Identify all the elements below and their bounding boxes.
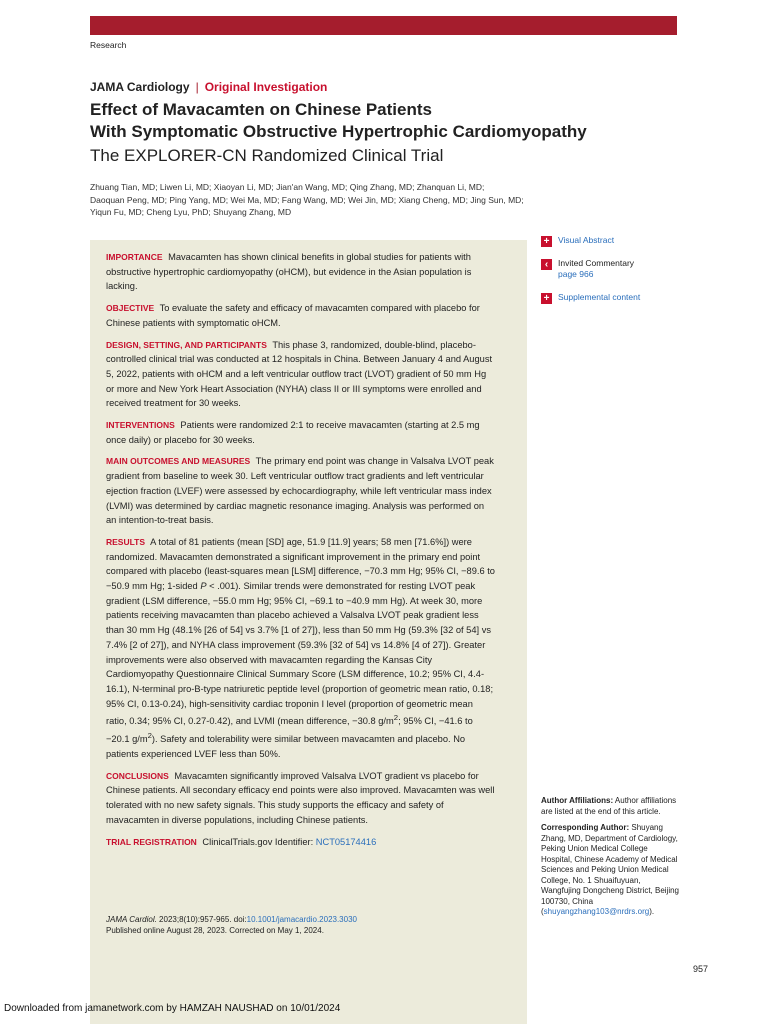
- outcomes-heading: MAIN OUTCOMES AND MEASURES: [106, 456, 251, 467]
- authors-line-3: Yiqun Fu, MD; Cheng Lyu, PhD; Shuyang Zhang, MD: [90, 207, 292, 217]
- interventions-text: Patients were randomized 2:1 to receive mavacamten (starting at 2.5 mg once daily) or placebo for 30 weeks.: [106, 420, 480, 445]
- corresponding-text: Shuyang Zhang, MD, Department of Cardiology, Peking Union Medical College Hospital, Chinese Academy of Medical Sciences and Peking Union Medical College, No. 1 Shuaifuyuan, Wangfujing Dongcheng District, Beijing 100730, China (: [541, 823, 679, 916]
- arrow-left-icon: ‹: [541, 259, 552, 270]
- corresponding-end: ).: [649, 907, 655, 916]
- abstract-design: [106, 338, 496, 412]
- citation-journal: JAMA Cardiol.: [106, 915, 157, 924]
- corresponding-label: Corresponding Author:: [541, 823, 630, 832]
- section-label: Research: [90, 40, 127, 50]
- journal-line: [90, 80, 327, 94]
- journal-name: JAMA Cardiology: [90, 80, 190, 94]
- corresponding-author: [541, 823, 681, 918]
- author-list: [90, 181, 530, 219]
- abstract-outcomes: [106, 454, 496, 528]
- abstract-importance: [106, 250, 496, 294]
- plus-icon: +: [541, 293, 552, 304]
- invited-commentary-link[interactable]: [541, 258, 681, 280]
- interventions-heading: INTERVENTIONS: [106, 420, 175, 431]
- article-title: [90, 99, 650, 143]
- trial-registration-heading: TRIAL REGISTRATION: [106, 836, 197, 847]
- outcomes-text: The primary end point was change in Valsalva LVOT peak gradient from baseline to week 30. Left ventricular outflow tract gradients and left ventricular ejection fraction (LVEF) were assessed by echocardiography, while left ventricular mass index (LVMI) was determined by cardiac magnetic resonance imaging. Analysis was performed on an intention-to-treat basis.: [106, 456, 494, 526]
- abstract-results: [106, 535, 496, 762]
- download-note: Downloaded from jamanetwork.com by HAMZAH NAUSHAD on 10/01/2024: [4, 1003, 341, 1014]
- doi-link[interactable]: 10.1001/jamacardio.2023.3030: [246, 915, 357, 924]
- email-link[interactable]: shuyangzhang103@nrdrs.org: [543, 907, 650, 916]
- article-subtitle: The EXPLORER-CN Randomized Clinical Trial: [90, 146, 444, 165]
- authors-line-1: Zhuang Tian, MD; Liwen Li, MD; Xiaoyan Li, MD; Jian'an Wang, MD; Qing Zhang, MD; Zhanquan Li, MD;: [90, 182, 485, 192]
- abstract-objective: [106, 301, 496, 330]
- visual-abstract-label: Visual Abstract: [558, 235, 615, 245]
- journal-separator: |: [195, 80, 199, 94]
- results-heading: RESULTS: [106, 536, 146, 547]
- sidebar-links: [541, 235, 681, 315]
- objective-heading: OBJECTIVE: [106, 303, 155, 314]
- affiliations-note: [541, 796, 681, 817]
- importance-heading: IMPORTANCE: [106, 252, 163, 262]
- results-text-2: < .001). Similar trends were demonstrated for resting LVOT peak gradient (LSM difference, −55.0 mm Hg; 95% CI, −69.1 to −40.9 mm Hg). At week 30, more patients receiving mavacamten than placebo achieved a Valsalva LVOT peak gradient less than 30 mm Hg (48.1% [26 of 54] vs 3.7% [1 of 27]), less than 50 mm Hg (59.3% [32 of 54] vs 7.4% [2 of 27]), and NYHA class improvement (59.3% [32 of 54] vs 14.8% [4 of 27]). Greater improvements were also observed with mavacamten regarding the Kansas City Cardiomyopathy Questionnaire Clinical Summary Score (LSM difference, 10.2; 95% CI, 4.4-16.1), N-terminal pro-B-type natriuretic peptide level (proportion of geometric mean ratio, 0.18; 95% CI, 0.13-0.24), high-sensitivity cardiac troponin I level (proportion of geometric mean ratio, 0.34; 95% CI, 0.27-0.42), and LVMI (mean difference, −30.8 g/m: [106, 581, 494, 727]
- p-value-symbol: P: [200, 581, 207, 592]
- abstract-conclusions: [106, 769, 496, 828]
- title-line-1: Effect of Mavacamten on Chinese Patients: [90, 100, 432, 119]
- abstract-content: [106, 250, 496, 856]
- importance-text: Mavacamten has shown clinical benefits in global studies for patients with obstructive hypertrophic cardiomyopathy (oHCM), but evidence in the Asian population is lacking.: [106, 252, 472, 292]
- abstract-trial-registration: [106, 835, 496, 850]
- design-text: This phase 3, randomized, double-blind, placebo-controlled clinical trial was conducted at 12 hospitals in China. Between January 4 and August 5, 2022, patients with oHCM and a left ventricular outflow tract (LVOT) gradient of 50 mm Hg or more and New York Heart Association (NYHA) class II or III symptoms were enrolled and received treatment for 30 weeks.: [106, 339, 493, 409]
- affiliations-label: Author Affiliations:: [541, 796, 614, 805]
- abstract-interventions: [106, 418, 496, 447]
- commentary-page-link[interactable]: page 966: [558, 269, 594, 279]
- visual-abstract-link[interactable]: [541, 235, 681, 246]
- design-heading: DESIGN, SETTING, AND PARTICIPANTS: [106, 339, 267, 350]
- published-note: Published online August 28, 2023. Corrected on May 1, 2024.: [106, 925, 324, 935]
- authors-line-2: Daoquan Peng, MD; Ping Yang, MD; Wei Ma, MD; Fang Wang, MD; Wei Jin, MD; Xiang Cheng, MD; Jing Sun, MD;: [90, 194, 524, 205]
- trial-id-link[interactable]: NCT05174416: [315, 836, 377, 847]
- superscript-2b: 2: [147, 731, 152, 741]
- results-text-1: A total of 81 patients (mean [SD] age, 51.9 [11.9] years; 58 men [71.6%]) were randomized. Mavacamten demonstrated a significant improvement in the primary end point compared with placebo (least-squares mean [LSM] difference, −70.3 mm Hg; 95% CI, −89.6 to −50.9 mm Hg; 1-sided: [106, 536, 495, 592]
- conclusions-heading: CONCLUSIONS: [106, 770, 169, 781]
- citation-block: [106, 915, 496, 936]
- results-text-4: ). Safety and tolerability were similar between mavacamten and placebo. No patients experienced LVEF less than 50%.: [106, 734, 466, 759]
- superscript-2a: 2: [393, 713, 399, 723]
- author-affiliations: [541, 796, 681, 924]
- conclusions-text: Mavacamten significantly improved Valsalva LVOT gradient vs placebo for Chinese patients. All secondary efficacy end points were also improved. Mavacamten was well tolerated with no new safety signals. This study supports the efficacy and safety of mavacamten in diverse populations, including Chinese patients.: [106, 770, 495, 825]
- citation-ref: 2023;8(10):957-965. doi:: [156, 915, 247, 924]
- objective-text: To evaluate the safety and efficacy of mavacamten compared with placebo for Chinese patients with symptomatic oHCM.: [106, 303, 480, 328]
- supplemental-label: Supplemental content: [558, 292, 641, 302]
- results-text-3: ; 95% CI, −41.6 to −20.1 g/m: [106, 716, 473, 745]
- plus-icon: +: [541, 236, 552, 247]
- invited-commentary-label: Invited Commentary: [558, 258, 635, 268]
- abstract-box: [90, 240, 527, 1024]
- title-line-2: With Symptomatic Obstructive Hypertrophic Cardiomyopathy: [90, 122, 587, 141]
- page-number: 957: [693, 964, 709, 974]
- article-type: Original Investigation: [204, 80, 328, 94]
- affiliations-text: Author affiliations are listed at the end of this article.: [541, 796, 677, 816]
- trial-registration-text: ClinicalTrials.gov Identifier:: [202, 836, 314, 847]
- supplemental-content-link[interactable]: [541, 292, 681, 303]
- journal-header-bar: [90, 16, 677, 35]
